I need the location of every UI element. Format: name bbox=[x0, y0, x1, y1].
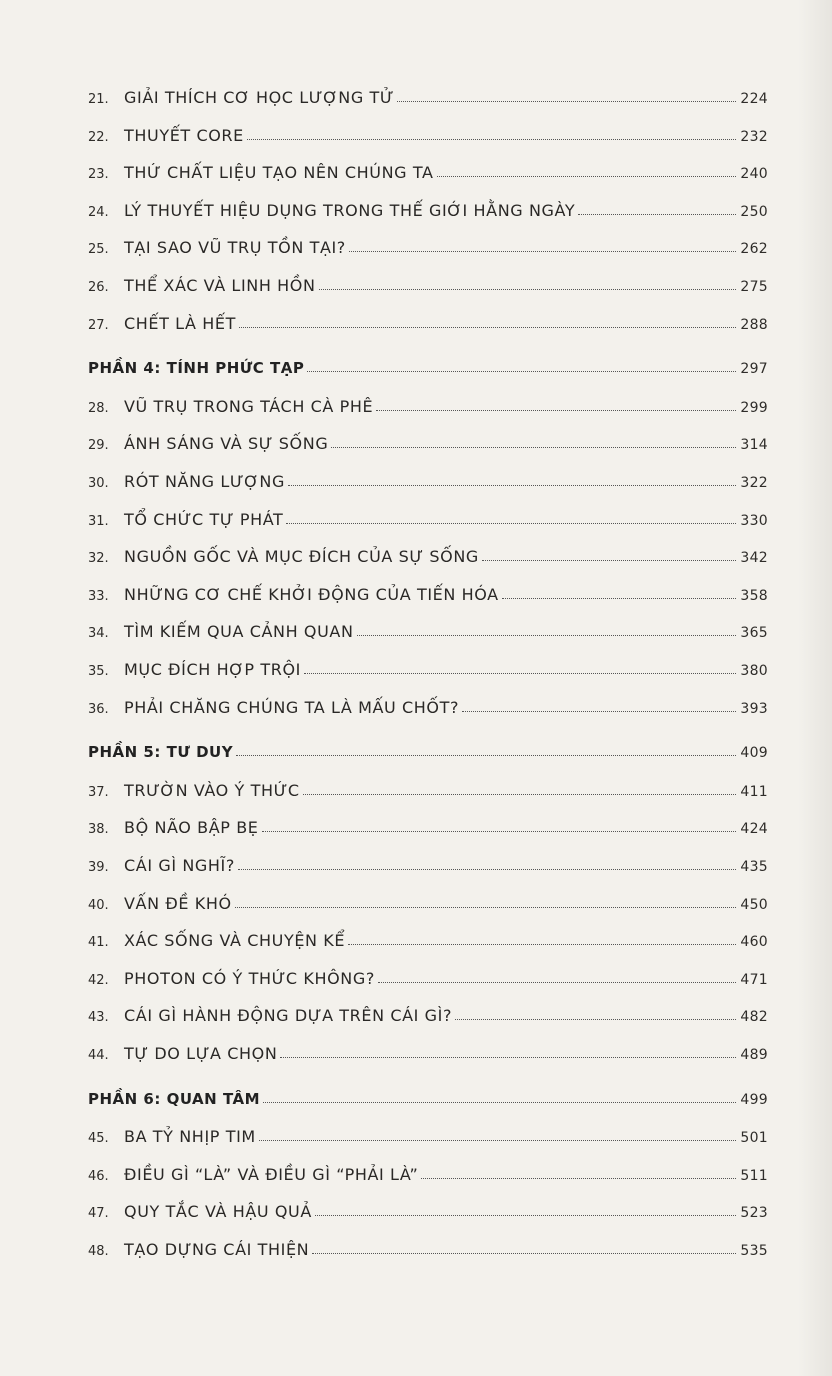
page-number: 250 bbox=[740, 204, 768, 220]
toc-entry-row bbox=[88, 856, 768, 886]
dot-leader bbox=[437, 175, 737, 177]
toc-entry-row bbox=[88, 1240, 768, 1270]
dot-leader bbox=[288, 484, 736, 486]
chapter-title: TRƯỜN VÀO Ý THỨC bbox=[124, 781, 300, 800]
chapter-number: 45. bbox=[88, 1131, 109, 1146]
chapter-title: MỤC ĐÍCH HỢP TRỘI bbox=[124, 660, 301, 679]
page-number: 358 bbox=[740, 588, 768, 604]
toc-entry-row bbox=[88, 969, 768, 999]
chapter-number: 35. bbox=[88, 664, 109, 679]
chapter-title: TỰ DO LỰA CHỌN bbox=[124, 1044, 278, 1063]
chapter-number: 39. bbox=[88, 860, 109, 875]
dot-leader bbox=[502, 597, 737, 599]
page-number: 365 bbox=[740, 625, 768, 641]
page-number: 262 bbox=[740, 241, 768, 257]
chapter-number: 46. bbox=[88, 1169, 109, 1184]
dot-leader bbox=[315, 1214, 736, 1216]
chapter-number: 33. bbox=[88, 589, 109, 604]
dot-leader bbox=[304, 672, 736, 674]
chapter-title: BA TỶ NHỊP TIM bbox=[124, 1127, 256, 1146]
section-title: PHẦN 6: QUAN TÂM bbox=[88, 1090, 261, 1108]
page-number: 450 bbox=[740, 897, 768, 913]
chapter-title: ÁNH SÁNG VÀ SỰ SỐNG bbox=[124, 434, 329, 453]
chapter-number: 42. bbox=[88, 973, 109, 988]
chapter-number: 29. bbox=[88, 438, 109, 453]
dot-leader bbox=[319, 288, 737, 290]
page-number: 297 bbox=[740, 361, 768, 377]
dot-leader bbox=[348, 943, 736, 945]
toc-entry-row bbox=[88, 88, 768, 118]
chapter-title: PHẢI CHĂNG CHÚNG TA LÀ MẤU CHỐT? bbox=[124, 698, 460, 717]
toc-entry-row bbox=[88, 1165, 768, 1195]
chapter-number: 31. bbox=[88, 514, 109, 529]
page-number: 288 bbox=[740, 317, 768, 333]
chapter-title: BỘ NÃO BẬP BẸ bbox=[124, 818, 259, 837]
chapter-number: 22. bbox=[88, 130, 109, 145]
toc-entry-row bbox=[88, 238, 768, 268]
toc-entry-row bbox=[88, 1202, 768, 1232]
section-title: PHẦN 4: TÍNH PHỨC TẠP bbox=[88, 359, 305, 377]
chapter-title: XÁC SỐNG VÀ CHUYỆN KỂ bbox=[124, 931, 346, 950]
chapter-number: 24. bbox=[88, 205, 109, 220]
dot-leader bbox=[462, 710, 736, 712]
toc-section-row bbox=[88, 1090, 768, 1120]
chapter-number: 44. bbox=[88, 1048, 109, 1063]
toc-entry-row bbox=[88, 781, 768, 811]
page-number: 499 bbox=[740, 1092, 768, 1108]
chapter-number: 26. bbox=[88, 280, 109, 295]
dot-leader bbox=[262, 830, 737, 832]
chapter-title: TẠO DỰNG CÁI THIỆN bbox=[124, 1240, 310, 1259]
chapter-number: 34. bbox=[88, 626, 109, 641]
chapter-title: THUYẾT CORE bbox=[124, 126, 244, 145]
page-number: 424 bbox=[740, 821, 768, 837]
chapter-title: TẠI SAO VŨ TRỤ TỒN TẠI? bbox=[124, 238, 346, 257]
toc-entry-row bbox=[88, 314, 768, 344]
page-number: 460 bbox=[740, 934, 768, 950]
dot-leader bbox=[239, 326, 736, 328]
page-number: 330 bbox=[740, 513, 768, 529]
chapter-title: NGUỒN GỐC VÀ MỤC ĐÍCH CỦA SỰ SỐNG bbox=[124, 547, 479, 566]
toc-entry-row bbox=[88, 510, 768, 540]
page-number: 471 bbox=[740, 972, 768, 988]
chapter-number: 28. bbox=[88, 401, 109, 416]
chapter-number: 41. bbox=[88, 935, 109, 950]
toc-entry-row bbox=[88, 1006, 768, 1036]
page-edge-shadow bbox=[798, 0, 832, 1376]
dot-leader bbox=[349, 250, 736, 252]
chapter-title: QUY TẮC VÀ HẬU QUẢ bbox=[124, 1202, 312, 1221]
chapter-title: RÓT NĂNG LƯỢNG bbox=[124, 472, 285, 491]
dot-leader bbox=[397, 100, 736, 102]
dot-leader bbox=[286, 522, 736, 524]
chapter-number: 25. bbox=[88, 242, 109, 257]
dot-leader bbox=[303, 793, 737, 795]
toc-entry-row bbox=[88, 622, 768, 652]
toc-entry-row bbox=[88, 126, 768, 156]
toc-entry-row bbox=[88, 660, 768, 690]
dot-leader bbox=[376, 409, 736, 411]
page-number: 435 bbox=[740, 859, 768, 875]
page-number: 322 bbox=[740, 475, 768, 491]
chapter-number: 23. bbox=[88, 167, 109, 182]
dot-leader bbox=[482, 559, 736, 561]
toc-entry-row bbox=[88, 1127, 768, 1157]
page-number: 489 bbox=[740, 1047, 768, 1063]
toc-entry-row bbox=[88, 472, 768, 502]
chapter-title: VẤN ĐỀ KHÓ bbox=[124, 894, 232, 913]
toc-section-row bbox=[88, 743, 768, 773]
chapter-number: 27. bbox=[88, 318, 109, 333]
dot-leader bbox=[307, 370, 736, 372]
dot-leader bbox=[312, 1252, 736, 1254]
chapter-number: 32. bbox=[88, 551, 109, 566]
page-number: 411 bbox=[740, 784, 768, 800]
dot-leader bbox=[263, 1101, 736, 1103]
page-number: 299 bbox=[740, 400, 768, 416]
dot-leader bbox=[331, 446, 736, 448]
page-number: 501 bbox=[740, 1130, 768, 1146]
dot-leader bbox=[236, 754, 736, 756]
chapter-number: 43. bbox=[88, 1010, 109, 1025]
page-number: 523 bbox=[740, 1205, 768, 1221]
toc-entry-row bbox=[88, 276, 768, 306]
section-title: PHẦN 5: TƯ DUY bbox=[88, 743, 234, 761]
page-number: 535 bbox=[740, 1243, 768, 1259]
toc-entry-row bbox=[88, 818, 768, 848]
dot-leader bbox=[238, 868, 736, 870]
chapter-title: PHOTON CÓ Ý THỨC KHÔNG? bbox=[124, 969, 375, 988]
page-number: 511 bbox=[740, 1168, 768, 1184]
page-number: 482 bbox=[740, 1009, 768, 1025]
page-number: 342 bbox=[740, 550, 768, 566]
chapter-title: NHỮNG CƠ CHẾ KHỞI ĐỘNG CỦA TIẾN HÓA bbox=[124, 585, 499, 604]
chapter-title: VŨ TRỤ TRONG TÁCH CÀ PHÊ bbox=[124, 397, 374, 416]
dot-leader bbox=[421, 1177, 736, 1179]
toc-entry-row bbox=[88, 434, 768, 464]
toc-entry-row bbox=[88, 397, 768, 427]
page-number: 232 bbox=[740, 129, 768, 145]
chapter-title: TỔ CHỨC TỰ PHÁT bbox=[124, 510, 284, 529]
toc-entry-row bbox=[88, 163, 768, 193]
chapter-title: CHẾT LÀ HẾT bbox=[124, 314, 236, 333]
chapter-title: ĐIỀU GÌ “LÀ” VÀ ĐIỀU GÌ “PHẢI LÀ” bbox=[124, 1165, 419, 1184]
chapter-title: THỂ XÁC VÀ LINH HỒN bbox=[124, 276, 316, 295]
page-number: 393 bbox=[740, 701, 768, 717]
page-number: 409 bbox=[740, 745, 768, 761]
toc-entry-row bbox=[88, 547, 768, 577]
page-number: 224 bbox=[740, 91, 768, 107]
toc-entry-row bbox=[88, 1044, 768, 1074]
toc-entry-row bbox=[88, 894, 768, 924]
dot-leader bbox=[235, 906, 737, 908]
chapter-number: 40. bbox=[88, 898, 109, 913]
chapter-number: 48. bbox=[88, 1244, 109, 1259]
chapter-title: LÝ THUYẾT HIỆU DỤNG TRONG THẾ GIỚI HẰNG NGÀY bbox=[124, 201, 576, 220]
chapter-number: 21. bbox=[88, 92, 109, 107]
page-number: 275 bbox=[740, 279, 768, 295]
toc-entry-row bbox=[88, 585, 768, 615]
chapter-title: CÁI GÌ NGHĨ? bbox=[124, 856, 235, 875]
dot-leader bbox=[378, 981, 736, 983]
chapter-title: CÁI GÌ HÀNH ĐỘNG DỰA TRÊN CÁI GÌ? bbox=[124, 1006, 453, 1025]
chapter-title: TÌM KIẾM QUA CẢNH QUAN bbox=[124, 622, 354, 641]
page-number: 380 bbox=[740, 663, 768, 679]
chapter-number: 38. bbox=[88, 822, 109, 837]
dot-leader bbox=[455, 1018, 736, 1020]
dot-leader bbox=[259, 1139, 737, 1141]
chapter-number: 37. bbox=[88, 785, 109, 800]
chapter-title: GIẢI THÍCH CƠ HỌC LƯỢNG TỬ bbox=[124, 88, 395, 107]
dot-leader bbox=[357, 634, 737, 636]
toc-entry-row bbox=[88, 201, 768, 231]
page-number: 240 bbox=[740, 166, 768, 182]
dot-leader bbox=[247, 138, 737, 140]
dot-leader bbox=[578, 213, 736, 215]
dot-leader bbox=[280, 1056, 736, 1058]
chapter-title: THỨ CHẤT LIỆU TẠO NÊN CHÚNG TA bbox=[124, 163, 434, 182]
chapter-number: 36. bbox=[88, 702, 109, 717]
chapter-number: 30. bbox=[88, 476, 109, 491]
toc-section-row bbox=[88, 359, 768, 389]
toc-entry-row bbox=[88, 931, 768, 961]
chapter-number: 47. bbox=[88, 1206, 109, 1221]
toc-entry-row bbox=[88, 698, 768, 728]
page-number: 314 bbox=[740, 437, 768, 453]
